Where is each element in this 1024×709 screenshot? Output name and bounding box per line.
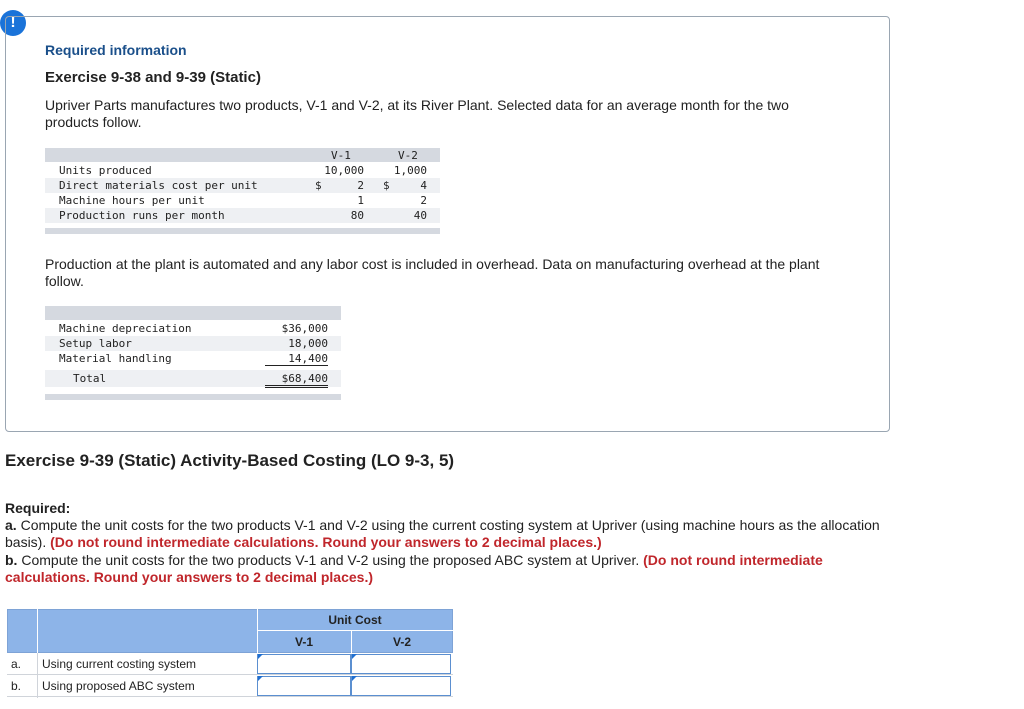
row-label: Production runs per month	[59, 209, 225, 222]
table-footer-band	[45, 394, 341, 400]
v1-symbol: $	[315, 179, 322, 192]
requirement-a-letter: a.	[5, 517, 17, 533]
table-row	[45, 336, 341, 351]
required-info-heading: Required information	[45, 42, 187, 58]
row-label: Using current costing system	[42, 657, 197, 671]
v2-symbol: $	[383, 179, 390, 192]
input-marker-icon	[352, 654, 357, 659]
required-label: Required:	[5, 500, 71, 516]
row-letter: a.	[11, 657, 22, 671]
requirement-a	[5, 517, 885, 551]
exercise-title: Exercise 9-38 and 9-39 (Static)	[45, 69, 261, 86]
requirement-b-text: Compute the unit costs for the two products V-1 and V-2 using the proposed ABC system at Upriver.	[17, 552, 644, 568]
row-label: Direct materials cost per unit	[59, 179, 258, 192]
table-row	[45, 208, 440, 223]
table-row	[45, 178, 440, 193]
col-header-v1: V-1	[331, 149, 351, 162]
v2-abc-input[interactable]	[351, 676, 451, 696]
intro-text: Upriver Parts manufactures two products, V-1 and V-2, at its River Plant. Selected data for an average month for the two products follow.	[45, 97, 789, 130]
v1-abc-input[interactable]	[257, 676, 351, 696]
section-title: Exercise 9-39 (Static) Activity-Based Costing (LO 9-3, 5)	[5, 451, 455, 470]
row-value: $36,000	[281, 322, 328, 335]
table-row	[45, 163, 440, 178]
input-marker-icon	[258, 654, 263, 659]
requirement-b-letter: b.	[5, 552, 18, 568]
input-marker-icon	[258, 676, 263, 681]
v1-value: 2	[357, 179, 364, 192]
total-row	[45, 370, 341, 387]
requirement-b	[5, 552, 885, 586]
row-label: Machine depreciation	[59, 322, 192, 335]
table-row	[45, 351, 341, 366]
row-label: Setup labor	[59, 337, 132, 350]
table-row	[45, 193, 440, 208]
unit-cost-header: Unit Cost	[328, 613, 382, 627]
table-header-band	[45, 148, 440, 162]
total-label: Total	[73, 372, 107, 385]
v2-value: 1,000	[393, 164, 427, 177]
overhead-text: Production at the plant is automated and any labor cost is included in overhead. Data on manufacturing overhead at the plant follow.	[45, 256, 820, 289]
column-divider	[37, 653, 38, 698]
row-label: Material handling	[59, 352, 172, 365]
v1-value: 1	[357, 194, 364, 207]
header-divider	[257, 630, 453, 631]
v2-value: 40	[413, 209, 427, 222]
requirement-a-note: (Do not round intermediate calculations. Round your answers to 2 decimal places.)	[50, 534, 602, 550]
table-row	[45, 321, 341, 336]
v2-current-input[interactable]	[351, 654, 451, 674]
table-header-band	[45, 306, 341, 320]
row-value: 18,000	[288, 337, 328, 350]
v1-value: 80	[350, 209, 364, 222]
unit-cost-answer-table	[7, 609, 453, 698]
v1-value: 10,000	[324, 164, 364, 177]
header-divider	[37, 609, 38, 653]
col-header-v1: V-1	[294, 635, 313, 649]
row-label: Using proposed ABC system	[42, 679, 195, 693]
requirement-a-text: Compute the unit costs for the two products V-1 and V-2 using the current costing system at Upriver (using machine hours as the allocation basis).	[5, 517, 880, 550]
alert-icon: !	[0, 10, 26, 36]
requirement-b-note: (Do not round intermediate calculations. Round your answers to 2 decimal places.)	[5, 552, 823, 585]
total-value: $68,400	[265, 372, 328, 388]
table-footer-band	[45, 228, 440, 234]
row-letter: b.	[11, 679, 22, 693]
row-label: Units produced	[59, 164, 152, 177]
row-label: Machine hours per unit	[59, 194, 205, 207]
v2-value: 2	[420, 194, 427, 207]
table-row	[7, 675, 453, 697]
v2-value: 4	[420, 179, 427, 192]
input-marker-icon	[352, 676, 357, 681]
col-header-v2: V-2	[398, 149, 418, 162]
row-value: 14,400	[265, 352, 328, 366]
v1-current-input[interactable]	[257, 654, 351, 674]
table-row	[7, 653, 453, 675]
col-header-v2: V-2	[392, 635, 411, 649]
